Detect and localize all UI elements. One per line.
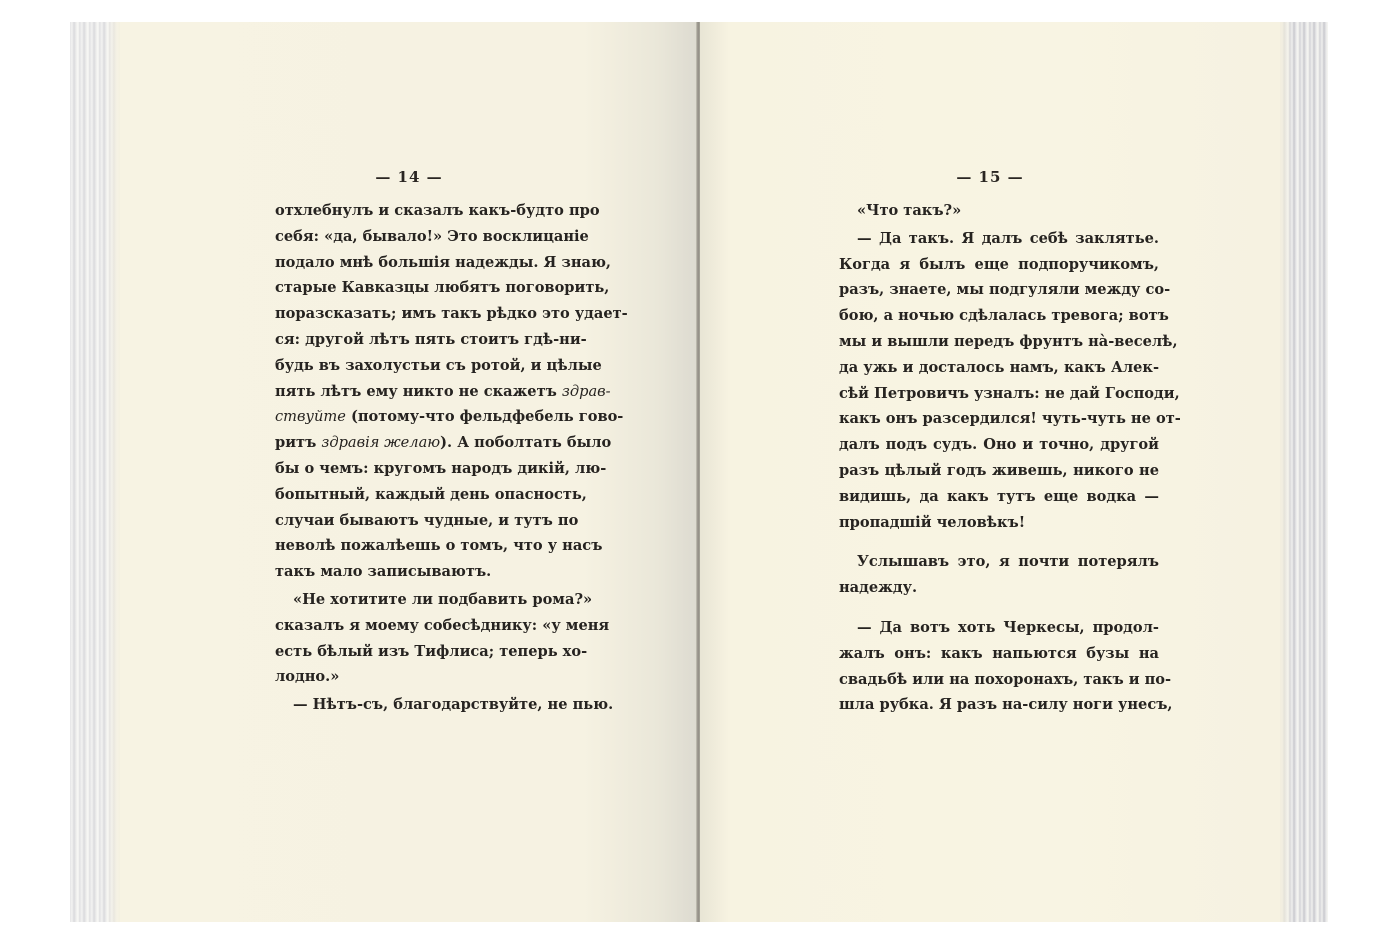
left-page-text (275, 198, 628, 718)
text-line: видишь, да какъ тутъ еще водка — (839, 487, 1159, 505)
text-line: подало мнѣ большія надежды. Я знаю, (275, 253, 612, 271)
text-line (275, 379, 611, 405)
right-page-text (839, 198, 1181, 718)
right-page (700, 22, 1280, 922)
text-line: поразсказать; имъ такъ рѣдко это удает- (275, 305, 628, 323)
page-edges-right (1280, 22, 1328, 922)
text-line: шла рубка. Я разъ на-силу ноги унесъ, (839, 696, 1173, 714)
text-span: ритъ (275, 434, 322, 452)
text-line: Услышавъ это, я почти потерялъ (857, 553, 1159, 571)
italic-text: здрав- (561, 382, 611, 400)
text-line: старые Кавказцы любятъ поговорить, (275, 279, 610, 297)
text-line: — Да такъ. Я далъ себѣ заклятье. (857, 229, 1159, 247)
text-line: разъ цѣлый годъ живешь, никого не (839, 461, 1159, 479)
text-line: — Да вотъ хоть Черкесы, продол- (857, 618, 1159, 636)
text-line: ся: другой лѣтъ пять стоитъ гдѣ-ни- (275, 330, 587, 348)
italic-text: ствуйте (275, 408, 346, 426)
text-line: мы и вышли передъ фрунтъ нà-веселѣ, (839, 332, 1178, 350)
text-line: разъ, знаете, мы подгуляли между со- (839, 281, 1171, 299)
text-span: (потому-что фельдфебель гово- (345, 408, 624, 426)
text-line: будь въ захолустьи съ ротой, и цѣлые (275, 356, 602, 374)
text-line: сѣй Петровичъ узналъ: не дай Господи, (839, 384, 1180, 402)
text-line: такъ мало записываютъ. (275, 563, 492, 581)
text-line: случаи бываютъ чудные, и тутъ по (275, 511, 579, 529)
page-edges-left (70, 22, 120, 922)
text-line: какъ онъ разсердился! чуть-чуть не от- (839, 410, 1181, 428)
text-line (275, 430, 612, 456)
text-line: бы о чемъ: кругомъ народъ дикій, лю- (275, 459, 607, 477)
text-line: да ужь и досталось намъ, какъ Алек- (839, 358, 1159, 376)
text-line: сказалъ я моему собесѣднику: «у меня (275, 616, 610, 634)
text-line: отхлебнулъ и сказалъ какъ-будто про (275, 202, 600, 219)
italic-text: здравія желаю (321, 434, 441, 452)
text-span: пять лѣтъ ему никто не скажетъ (275, 382, 562, 400)
text-line: бою, а ночью сдѣлалась тревога; вотъ (839, 307, 1169, 325)
text-line: неволѣ пожалѣешь о томъ, что у насъ (275, 537, 603, 555)
text-line: жалъ онъ: какъ напьются бузы на (839, 644, 1159, 662)
page-number-right: — 15 — (956, 168, 1024, 186)
text-line: есть бѣлый изъ Тифлиса; теперь хо- (275, 642, 588, 660)
text-line (275, 404, 624, 430)
text-line: пропадшій человѣкъ! (839, 513, 1026, 531)
text-line: «Что такъ?» (857, 202, 962, 219)
text-line: себя: «да, бывало!» Это восклицаніе (275, 227, 589, 245)
text-line: лодно.» (275, 668, 340, 686)
text-line: «Не хотитите ли подбавить рома?» (293, 590, 593, 608)
text-span: ). А поболтать было (440, 434, 612, 452)
left-page (120, 22, 698, 922)
text-line: свадьбѣ или на похоронахъ, такъ и по- (839, 670, 1172, 688)
text-line: бопытный, каждый день опасность, (275, 485, 587, 503)
text-line: надежду. (839, 579, 918, 597)
open-book (70, 22, 1328, 922)
text-line: далъ подъ судъ. Оно и точно, другой (839, 436, 1159, 454)
page-number-left: — 14 — (375, 168, 443, 186)
text-line: Когда я былъ еще подпоручикомъ, (839, 255, 1159, 273)
text-line: — Нѣтъ-съ, благодарствуйте, не пью. (293, 696, 614, 714)
